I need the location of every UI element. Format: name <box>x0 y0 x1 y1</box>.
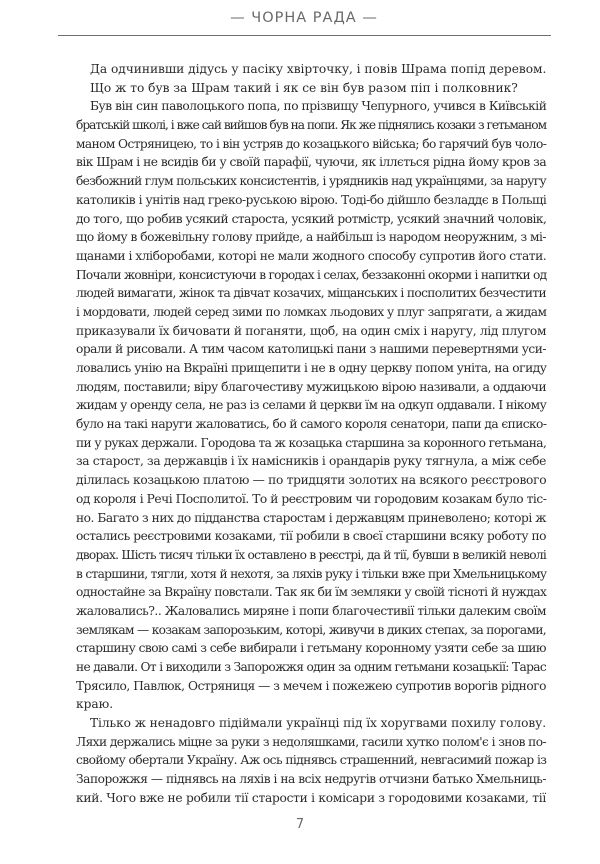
text-line: свойому обертали Україну. Аж ось піднявсь страшенний, невгасимий пожар із <box>76 753 547 768</box>
text-line: Трясило, Павлюк, Остряниця — з мечем і пожежею супротив ворогів рідного <box>76 678 546 693</box>
text-line: Був він син паволоцького попа, по прізвищу Чепурного, учився в Київській <box>90 99 547 114</box>
text-line: ловались унію на Вкраїні прищепити і не в одну церкву попом уніта, на огиду <box>76 361 547 375</box>
text-line: людей вимагати, жінок та дівчат козачих, міщанських і посполитих безчестити <box>76 286 546 301</box>
text-line: жаловались?.. Жаловались миряне і попи благочестивії тільки далеким своїм <box>76 603 546 618</box>
text-line: кий. Чого вже не робили тії старости і комісари з городовими козаками, тії <box>76 790 546 805</box>
text-line: щанами і хліборобами, которі не мали жодного способу супротив його стати. <box>76 248 547 263</box>
page-number: 7 <box>295 817 305 832</box>
text-line: людям, поставили; віру благочестиву мужицькою вірою називали, а оддаючи <box>76 379 547 394</box>
text-line: вік Шрам і не всидів би у своїй парафії, чуючи, як іллється рідна йому кров за <box>76 155 547 170</box>
text-line: Що ж то був за Шрам такий і як се він був разом піп і полковник? <box>90 80 518 95</box>
text-line: краю. <box>76 697 114 712</box>
text-line: Да одчинивши дідусь у пасіку хвірточку, і повів Шрама попід деревом. <box>90 62 547 76</box>
text-line: і мордовати, людей серед зими по ломках льодових у плуг запрягати, а жидам <box>76 304 547 319</box>
text-line: було на такі наруги жаловатись, бо й самого короля сенатори, папи да єписко- <box>76 417 547 432</box>
text-line: остались реєстровими козаками, тії робили в своєї старшини всяку роботу по <box>76 529 546 544</box>
text-line: жидам у оренду села, не раз із селами й церкви їм на одкуп оддавали. І нікому <box>76 398 547 413</box>
text-line: Тілько ж ненадовго підіймали українці під їх хоругвами похилу голову. <box>90 716 547 731</box>
text-line: Запорожжя — піднявсь на ляхів і на всіх недругів отчизни батько Хмельниць- <box>76 772 546 787</box>
text-line: до того, що робив усякий староста, усякий ротмістр, усякий значний чоловік, <box>76 211 547 226</box>
text-line: землякам — козакам запорозьким, которі, живучи в диких степах, за порогами, <box>76 622 546 637</box>
text-line: що йому в божевільну голову прийде, а найбільш із народом неоружним, з мі- <box>76 230 546 245</box>
text-line: не давали. От і виходили з Запорожжя один за одним гетьмани козацькії: Тарас <box>76 660 546 674</box>
text-line: братській школі, і вже сай вийшов був на попи. Як же піднялись козаки з гетьманом <box>76 118 547 133</box>
text-line: приказували їх бичовати й поганяти, щоб, на один сміх і наругу, лід плугом <box>76 323 547 338</box>
text-line: в старшини, тягли, хотя й нехотя, за ляхів руку і тільки вже при Хмельницькому <box>76 566 547 581</box>
text-line: Ляхи держались міцне за руки з недоляшками, гасили хутко полом'є і знов по- <box>76 734 546 749</box>
body-text <box>76 60 546 808</box>
running-head-title: — ЧОРНА РАДА — <box>230 10 378 26</box>
text-line: но. Багато з них до підданства старостам і державцям приневолено; которі ж <box>76 510 546 525</box>
text-line: пи у руках держали. Городова та ж козацька старшина за коронного гетьмана, <box>76 435 547 450</box>
text-line: ділилась козацькою платою — по тридцяти золотих на всякого реєстрового <box>76 473 547 488</box>
text-line: католиків і унітів над греко-руською вірою. Тоді-бо дійшло безладдє в Польщі <box>76 192 547 207</box>
text-line: маном Остряницею, то і він устряв до козацького війська; бо гарячий був чоло- <box>76 136 547 151</box>
text-line: старшину свою самі з себе вибирали і гетьману коронному узяти себе за шию <box>76 641 546 656</box>
text-line: безбожний глум польських консистентів, і урядників над українцями, за наругу <box>76 174 546 189</box>
text-line: за старост, за державців і їх намісників і орандарів руку тягнула, а між себе <box>76 454 546 469</box>
text-line: орали й рисовали. А тим часом католицькі пани з нашими перевертнями уси- <box>76 342 546 357</box>
header-rule-divider <box>58 35 551 36</box>
text-line: одностайне за Вкраїну повстали. Так як би їм земляки у своїй тісноті й нуждах <box>76 585 547 600</box>
text-line: од короля і Речі Посполитої. То й реєстровим чи городовим козакам було тіс- <box>76 491 547 506</box>
text-line: Почали жовніри, консистуючи в городах і селах, беззаконні окорми і напитки од <box>76 267 547 282</box>
text-line: дворах. Шість тисяч тільки їх оставлено в реєстрі, да й тії, бувши в великій неволі <box>76 547 546 562</box>
